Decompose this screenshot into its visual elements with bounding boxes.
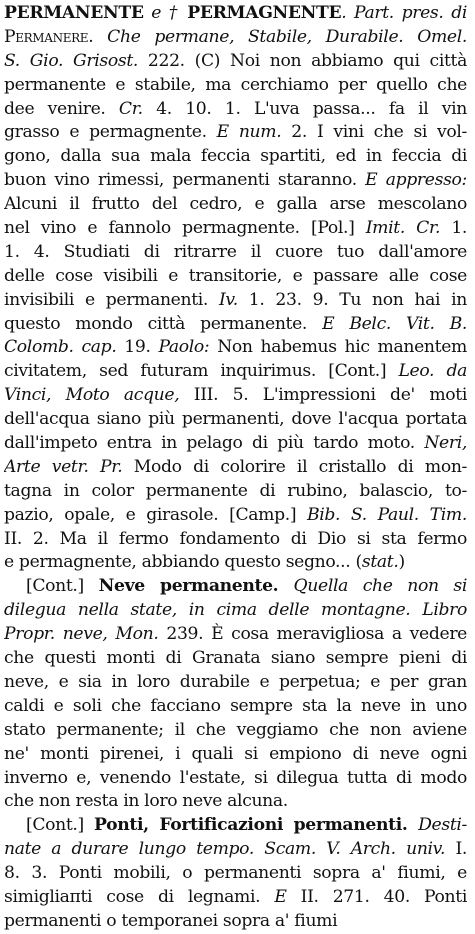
entry-line (4, 862, 467, 886)
entry-line (4, 241, 467, 265)
entry-text: Modo di colorire il cristallo di mon- (133, 456, 467, 477)
entry-text: che questi monti di Granata siano sempre pieni di (4, 648, 467, 669)
entry-line (4, 528, 467, 552)
entry-text: 222. (C) Noi non abbiamo qui città (147, 50, 467, 71)
entry-text: E Belc. Vit. B. (322, 313, 467, 334)
entry-line (4, 50, 467, 74)
entry-text: Vinci, Moto acque, (4, 385, 194, 406)
entry-text: Neve permanente. (98, 576, 294, 597)
entry-text: Paolo: (158, 337, 218, 358)
entry-line (4, 719, 467, 743)
entry-text: permanenti o temporanei sopra a' fiumi (4, 910, 338, 931)
entry-text: 19. (124, 337, 159, 358)
entry-line (4, 838, 467, 862)
entry-text: invisibili e permanenti. (4, 289, 219, 310)
entry-text: 1. 4. Studiati di ritrarre il cuore tuo dall'amore (4, 241, 467, 262)
entry-text: Desti- (418, 815, 467, 836)
entry-text: pazio, opale, e girasole. [Camp.] (4, 504, 307, 525)
entry-line (4, 647, 467, 671)
entry-line (4, 313, 467, 337)
entry-text: Quella che non si (293, 576, 467, 597)
entry-text: ne' monti pirenei, i quali si empiono di neve ogni (4, 743, 467, 764)
entry-text: e † (143, 3, 188, 23)
entry-line (4, 790, 467, 814)
entry-text: Arte vetr. Pr. (4, 456, 134, 477)
entry-line (4, 910, 467, 934)
entry-line (4, 265, 467, 289)
entry-line (4, 480, 467, 504)
entry-line (4, 408, 467, 432)
entry-text: simigliaπti cose di legnami. (4, 886, 275, 907)
entry-line (4, 599, 467, 623)
entry-line (4, 575, 467, 599)
entry-text: nel vino e fannolo permagnente. [Pol.] (4, 218, 366, 239)
entry-line (4, 384, 467, 408)
entry-line (4, 360, 467, 384)
entry-text: PERMANENTE (4, 3, 144, 23)
entry-text: II. 2. Ma il fermo fondamento di Dio si sta fermo (4, 528, 467, 549)
entry-text: ) (398, 552, 405, 573)
entry-text: stato permanente; il che veggiamo che non aviene (4, 719, 467, 740)
entry-line (4, 121, 467, 145)
entry-text: e permagnente, abbiando questo segno... ( (4, 552, 362, 573)
entry-text: inverno e, venendo l'estate, si dilegua tutta di modo (4, 767, 467, 788)
entry-text: III. 5. L'impressioni de' moti (193, 385, 467, 406)
entry-text: delle cose visibili e transitorie, e passare alle cose (4, 265, 467, 286)
entry-text: buon vino rimessi, permanenti staranno. (4, 170, 366, 191)
entry-text: II. 271. 40. Ponti (300, 886, 467, 907)
entry-line (4, 504, 467, 528)
entry-text: permanente e stabile, ma cerchiamo per quello che (4, 74, 467, 95)
entry-text: 1. 23. 9. Tu non hai in (248, 289, 467, 310)
entry-text: Iv. (218, 289, 249, 310)
entry-text: Propr. neve, Mon. (4, 624, 167, 645)
entry-text: [Cont.] (26, 815, 94, 836)
entry-text: dall'impeto entra in pelago di più tardo moto. (4, 433, 425, 454)
entry-text: Bib. S. Paul. Tim. (306, 504, 467, 525)
entry-text: 1. (451, 218, 467, 239)
entry-text: E num. (216, 122, 292, 143)
entry-line (4, 169, 467, 193)
entry-line (4, 671, 467, 695)
entry-text: neve, e sia in loro durabile e perpetua; e per gran (4, 671, 467, 692)
entry-text: E (274, 886, 301, 907)
entry-text: Neri, (424, 433, 467, 454)
entry-text: dee venire. (4, 98, 119, 119)
entry-text: Che permane, Stabile, Durabile. Omel. (107, 26, 467, 47)
entry-line (4, 74, 467, 98)
entry-text: stat. (361, 552, 399, 573)
entry-text: grasso e permagnente. (4, 122, 217, 143)
entry-line (4, 743, 467, 767)
entry-text: Non habemus hic manentem (217, 337, 467, 358)
entry-text: caldi e soli che facciano sempre sta la neve in uno (4, 695, 467, 716)
entry-line (4, 432, 467, 456)
entry-text: 8. 3. Ponti mobili, o permanenti sopra a' fiumi, e (4, 863, 467, 884)
entry-line (4, 2, 467, 26)
entry-text: I. (455, 839, 467, 860)
entry-text: tagna in color permanente di rubino, balascio, to- (4, 480, 467, 501)
entry-text: Colomb. cap. (4, 337, 125, 358)
entry-line (4, 551, 467, 575)
entry-line (4, 217, 467, 241)
entry-line (4, 336, 467, 360)
entry-text: E appresso: (365, 170, 467, 191)
entry-text: Alcuni il frutto del cedro, e galla arse mescolano (4, 194, 467, 215)
entry-text: dell'acqua siano più permanenti, dove l'acqua portata (4, 409, 467, 430)
entry-text: che non resta in loro neve alcuna. (4, 791, 288, 812)
entry-line (4, 98, 467, 122)
entry-line (4, 623, 467, 647)
entry-text: [Cont.] (26, 576, 99, 597)
entry-line (4, 767, 467, 791)
entry-text: nate a durare lungo tempo. Scam. V. Arch. univ. (4, 839, 456, 860)
entry-line (4, 289, 467, 313)
entry-line (4, 814, 467, 838)
entry-text: 2. I vini che si vol- (291, 122, 467, 143)
entry-line (4, 456, 467, 480)
entry-text: . Part. pres. di (341, 3, 467, 23)
entry-line (4, 695, 467, 719)
entry-text: questo mondo città permanente. (4, 313, 323, 334)
entry-text: PERMAGNENTE (187, 3, 342, 23)
entry-line (4, 145, 467, 169)
entry-text: 239. È cosa meravigliosa a vedere (166, 624, 467, 645)
entry-text: dilegua nella state, in cima delle montagne. Libro (4, 600, 467, 621)
entry-line (4, 886, 467, 910)
entry-line (4, 26, 467, 50)
entry-text: 4. 10. 1. L'uva passa... fa il vin (156, 98, 467, 119)
entry-text: . (88, 26, 108, 47)
entry-text: gono, dalla sua mala feccia spartiti, ed in feccia di (4, 146, 467, 167)
entry-text: Leo. da (398, 361, 467, 382)
entry-text: Imit. Cr. (365, 218, 452, 239)
entry-text: Permanere (4, 26, 89, 47)
entry-text: Ponti, Fortificazioni permanenti. (94, 815, 419, 836)
entry-text: Cr. (118, 98, 157, 119)
entry-line (4, 193, 467, 217)
entry-text: civitatem, sed futuram inquirimus. [Cont.] (4, 361, 399, 382)
entry-text: S. Gio. Grisost. (4, 50, 148, 71)
